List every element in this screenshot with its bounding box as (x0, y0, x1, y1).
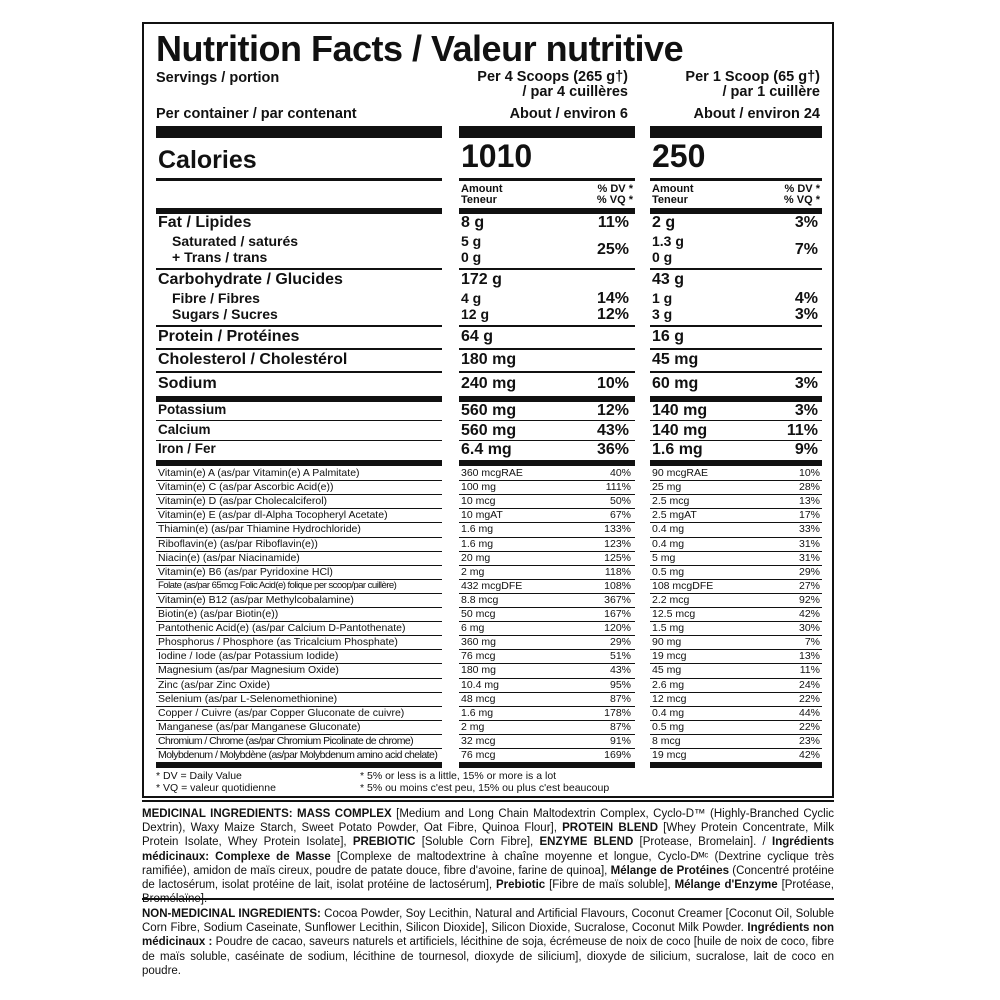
col1-amount: 2 mg (461, 566, 485, 578)
calories-label: Calories (158, 146, 257, 174)
col2-amount: 2.2 mcg (652, 594, 690, 606)
col2-amount: 0.5 mg (652, 566, 685, 578)
col1-amount: 32 mcg (461, 735, 496, 747)
vitamin-label: Vitamin(e) E (as/par dl-Alpha Tocopheryl Acetate) (158, 509, 388, 521)
servings-label: Servings / portion (156, 70, 280, 86)
col1-serving: Per 4 Scoops (265 g†) / par 4 cuillères (477, 69, 628, 100)
col2-amount: 0 g (652, 249, 673, 265)
col2-dv: 7% (794, 241, 818, 258)
panel-title: Nutrition Facts / Valeur nutritive (156, 28, 684, 69)
col1-amount: 240 mg (461, 375, 517, 392)
col2-dv: 10% (798, 467, 820, 479)
bar (459, 178, 635, 181)
col1-dv: 178% (604, 707, 631, 719)
nutrient-label: Cholesterol / Cholestérol (158, 351, 348, 368)
nutrient-label: Sugars / Sucres (172, 306, 278, 322)
col1-amount: 560 mg (461, 422, 517, 439)
col2-serving: Per 1 Scoop (65 g†) / par 1 cuillère (685, 69, 820, 100)
col2-dv: 13% (798, 495, 820, 507)
col1-dv: 12% (596, 306, 629, 323)
row-rule (156, 371, 442, 373)
col1-amount: 10 mgAT (461, 509, 503, 521)
vitamin-label: Molybdenum / Molybdène (as/par Molybdenum amino acid chelate) (158, 749, 438, 761)
col2-dv: 3% (794, 375, 818, 392)
thick-bar (156, 126, 442, 138)
row-rule (156, 348, 442, 350)
ingredient-heading: Mélange d'Enzyme (674, 879, 782, 892)
vitamin-label: Iodine / Iode (as/par Potassium Iodide) (158, 650, 339, 662)
row-rule (459, 325, 635, 327)
col1-container: About / environ 6 (509, 106, 628, 122)
col2-amount: 45 mg (652, 664, 682, 676)
row-rule (650, 420, 822, 421)
col1-amount: 5 g (461, 233, 482, 249)
nutrient-label: Iron / Fer (158, 441, 216, 456)
col2-amount: 108 mcgDFE (652, 580, 714, 592)
ingredient-heading: ENZYME BLEND (539, 836, 640, 849)
col2-container: About / environ 24 (693, 106, 820, 122)
row-rule (459, 762, 635, 768)
nutrient-label: + Trans / trans (172, 249, 268, 265)
col2-amount: 1.6 mg (652, 441, 703, 458)
section-rule (142, 898, 834, 900)
col1-amount: 48 mcg (461, 693, 496, 705)
col1-dv: 87% (609, 721, 631, 733)
nutrient-label: Sodium (158, 375, 217, 392)
thick-bar (650, 126, 822, 138)
col1-amount: 50 mcg (461, 608, 496, 620)
nutrition-facts-panel (142, 22, 834, 798)
ingredient-heading: NON-MEDICINAL INGREDIENTS: (142, 908, 325, 920)
col2-amount: 19 mcg (652, 650, 687, 662)
ingredient-heading: PROTEIN BLEND (562, 822, 664, 835)
vitamin-label: Chromium / Chrome (as/par Chromium Picolinate de chrome) (158, 735, 414, 747)
nutrient-label: Protein / Protéines (158, 328, 300, 345)
row-rule (459, 420, 635, 421)
col2-dv: 33% (798, 523, 820, 535)
col1-dv: 43% (609, 664, 631, 676)
col2-dv: 42% (798, 608, 820, 620)
ingredient-text: Cocoa Powder, Soy Lecithin, Natural and Artificial Flavours, Coconut Creamer [Coconut Oil, Soluble Corn Fibre, Sodium Caseinate, Sunflower Lecithin, Silicon Dioxide], Silicon Dioxide, Sucralose, Coconut Milk Powder. (142, 908, 834, 935)
medicinal-ingredients (142, 807, 834, 906)
col2-dv: 44% (798, 707, 820, 719)
row-rule (650, 762, 822, 768)
col2-amount: 1 g (652, 290, 673, 306)
ingredient-heading: Prebiotic (495, 879, 550, 892)
vitamin-label: Thiamin(e) (as/par Thiamine Hydrochloride) (158, 523, 361, 535)
col2-amount: 3 g (652, 306, 673, 322)
nutrient-label: Saturated / saturés (172, 233, 299, 249)
row-rule (459, 348, 635, 350)
col2-amount: 2.5 mgAT (652, 509, 697, 521)
col2-dv: 27% (798, 580, 820, 592)
ingredient-text: [Medium and Long Chain Maltodextrin Complex, Cyclo-D™ (Highly-Branched Cyclic Dextrin), Waxy Maize Starch, Sweet Potato Powder, Oat Fibre, Quinoa Flour], (142, 808, 834, 835)
row-rule (156, 420, 442, 421)
ingredient-heading: Mélange de Protéines (610, 864, 733, 877)
ingredient-heading: Ingrédients non médicinaux : (142, 922, 834, 949)
col1-dv: 50% (609, 495, 631, 507)
ingredient-text: [Protéase, (781, 879, 834, 892)
col1-dv: 118% (604, 566, 631, 578)
col1-dv: 29% (609, 636, 631, 648)
col1-amount: 76 mcg (461, 749, 496, 761)
col2-dv: 9% (794, 441, 818, 458)
vitamin-label: Magnesium (as/par Magnesium Oxide) (158, 664, 339, 676)
col2-amount: 43 g (652, 271, 685, 288)
col2-amount: 0.4 mg (652, 538, 685, 550)
ingredient-heading: MEDICINAL INGREDIENTS: MASS COMPLEX (142, 808, 397, 820)
ingredient-text: [Soluble Corn Fibre], (421, 836, 540, 849)
col1-amount: 2 mg (461, 721, 485, 733)
col1-dv: 108% (604, 580, 631, 592)
col2-dv: 31% (798, 552, 820, 564)
col1-dv: 36% (596, 441, 629, 458)
col2-dv: 92% (798, 594, 820, 606)
col1-amount-header: Amount Teneur (461, 183, 503, 206)
ingredient-text: Poudre de cacao, saveurs naturels et artificiels, lécithine de soja, écrémeuse de noix de coco [huile de noix de coco, fibre de maïs soluble, caséinate de sodium, lécithine de tournesol, dioxyde de silicium], dioxyde de silicium, sucralose, lait de coco en poudre. (142, 936, 834, 977)
col1-amount: 360 mcgRAE (461, 467, 523, 479)
col1-dv: 25% (596, 241, 629, 258)
col1-amount: 8 g (461, 214, 485, 231)
col1-amount: 432 mcgDFE (461, 580, 523, 592)
col1-amount: 1.6 mg (461, 707, 494, 719)
col2-dv: 42% (798, 749, 820, 761)
vitamin-label: Manganese (as/par Manganese Gluconate) (158, 721, 361, 733)
col1-dv: 95% (609, 679, 631, 691)
footnote-scale: * 5% or less is a little, 15% or more is a lot * 5% ou moins c'est peu, 15% ou plus c'est beaucoup (360, 770, 610, 794)
col2-amount: 2 g (652, 214, 676, 231)
col2-amount: 140 mg (652, 402, 708, 419)
col1-amount: 4 g (461, 290, 482, 306)
ingredient-text: [Protease, Bromelain]. / (639, 836, 772, 849)
ingredient-text: (Concentré protéine de lactosérum, isolat protéine de lait, isolat protéine de lactosérum], (142, 864, 834, 892)
col2-dv: 3% (794, 402, 818, 419)
col1-amount: 76 mcg (461, 650, 496, 662)
col1-dv: 51% (609, 650, 631, 662)
col2-dv: 17% (798, 509, 820, 521)
col2-dv-header: % DV * % VQ * (783, 183, 820, 206)
col1-amount: 10 mcg (461, 495, 496, 507)
col2-amount: 12.5 mcg (652, 608, 696, 620)
col1-dv: 133% (604, 523, 631, 535)
row-rule (650, 460, 822, 466)
col2-dv: 3% (794, 214, 818, 231)
col2-amount: 1.5 mg (652, 622, 685, 634)
thick-bar (459, 126, 635, 138)
col2-amount: 1.3 g (652, 233, 684, 249)
col1-dv: 91% (609, 735, 631, 747)
vitamin-label: Copper / Cuivre (as/par Copper Gluconate de cuivre) (158, 707, 405, 719)
col2-dv: 11% (799, 664, 820, 676)
col2-dv: 11% (786, 422, 818, 439)
col2-amount-header: Amount Teneur (652, 183, 694, 206)
bar (650, 178, 822, 181)
col1-amount: 64 g (461, 328, 494, 345)
col1-dv: 367% (604, 594, 631, 606)
col1-dv: 111% (605, 481, 631, 493)
vitamin-label: Selenium (as/par L-Selenomethionine) (158, 693, 338, 705)
col2-amount: 90 mg (652, 636, 682, 648)
col2-dv: 22% (798, 721, 820, 733)
ingredient-text: [Fibre de maïs soluble], (549, 879, 675, 892)
col2-dv: 23% (798, 735, 820, 747)
row-rule (459, 460, 635, 466)
ingredient-text: [Complexe de maltodextrine à chaîne moyenne et longue, Cyclo-Dᴹᶜ (Dextrine cyclique très ramifiée), amidon de maïs cireux, poudre de patate douce, fibre d'avoine, farine de quinoa], (142, 850, 834, 877)
col1-dv: 120% (604, 622, 631, 634)
col2-dv: 24% (798, 679, 820, 691)
col1-amount: 1.6 mg (461, 538, 494, 550)
col2-amount: 45 mg (652, 351, 699, 368)
ingredient-heading: PREBIOTIC (352, 836, 422, 849)
col2-dv: 30% (798, 622, 820, 634)
col1-dv: 169% (604, 749, 631, 761)
vitamin-label: Vitamin(e) D (as/par Cholecalciferol) (158, 495, 328, 507)
row-rule (650, 348, 822, 350)
col2-dv: 28% (798, 481, 820, 493)
row-rule (459, 268, 635, 270)
col1-dv: 167% (604, 608, 631, 620)
col1-dv: 43% (596, 422, 629, 439)
col1-amount: 180 mg (461, 664, 497, 676)
col2-amount: 12 mcg (652, 693, 687, 705)
vitamin-label: Pantothenic Acid(e) (as/par Calcium D-Pantothenate) (158, 622, 406, 634)
vitamin-label: Vitamin(e) B6 (as/par Pyridoxine HCl) (158, 566, 333, 578)
col1-amount: 0 g (461, 249, 482, 265)
nutrient-label: Fibre / Fibres (172, 290, 260, 306)
col1-amount: 12 g (461, 306, 490, 322)
nutrient-label: Calcium (158, 422, 211, 437)
vitamin-label: Riboflavin(e) (as/par Riboflavin(e)) (158, 538, 318, 550)
col1-dv: 40% (609, 467, 631, 479)
col1-calories: 1010 (461, 138, 533, 174)
col2-dv: 7% (804, 636, 820, 648)
col2-dv: 31% (798, 538, 820, 550)
row-rule (156, 762, 442, 768)
col2-amount: 2.6 mg (652, 679, 685, 691)
section-rule (142, 800, 834, 802)
row-rule (459, 371, 635, 373)
col1-amount: 100 mg (461, 481, 497, 493)
vitamin-label: Vitamin(e) C (as/par Ascorbic Acid(e)) (158, 481, 334, 493)
col1-dv: 123% (604, 538, 631, 550)
row-rule (156, 268, 442, 270)
col2-amount: 60 mg (652, 375, 699, 392)
col1-amount: 560 mg (461, 402, 517, 419)
row-rule (650, 325, 822, 327)
row-rule (650, 268, 822, 270)
per-container-label: Per container / par contenant (156, 106, 357, 122)
col1-amount: 10.4 mg (461, 679, 499, 691)
vitamin-label: Phosphorus / Phosphore (as Tricalcium Phosphate) (158, 636, 398, 648)
non-medicinal-ingredients (142, 907, 834, 978)
vitamin-label: Zinc (as/par Zinc Oxide) (158, 679, 271, 691)
col2-dv: 22% (798, 693, 820, 705)
col2-calories: 250 (652, 138, 706, 174)
vitamin-label: Vitamin(e) A (as/par Vitamin(e) A Palmitate) (158, 467, 360, 479)
row-rule (156, 325, 442, 327)
col2-amount: 140 mg (652, 422, 708, 439)
col1-amount: 180 mg (461, 351, 517, 368)
col2-amount: 25 mg (652, 481, 682, 493)
col1-dv: 87% (609, 693, 631, 705)
ingredient-text: [Whey Protein Concentrate, Milk Protein Isolate, Whey Protein Isolate], (142, 822, 834, 849)
col1-dv: 10% (596, 375, 629, 392)
col1-dv: 125% (604, 552, 631, 564)
bar (156, 178, 442, 181)
row-rule (650, 371, 822, 373)
footnote-dv: * DV = Daily Value * VQ = valeur quotidienne (156, 770, 276, 794)
col1-amount: 20 mg (461, 552, 491, 564)
col1-amount: 6.4 mg (461, 441, 512, 458)
col1-amount: 172 g (461, 271, 502, 288)
col1-amount: 360 mg (461, 636, 497, 648)
col1-dv-header: % DV * % VQ * (596, 183, 633, 206)
col1-dv: 11% (597, 214, 629, 231)
nutrient-label: Fat / Lipides (158, 214, 252, 231)
col1-dv: 14% (596, 290, 629, 307)
col1-amount: 1.6 mg (461, 523, 494, 535)
vitamin-label: Folate (as/par 65mcg Folic Acid(e) folique per scoop/par cuillère) (158, 580, 397, 591)
nutrient-label: Carbohydrate / Glucides (158, 271, 343, 288)
col2-amount: 0.4 mg (652, 707, 685, 719)
col2-amount: 2.5 mcg (652, 495, 690, 507)
col2-amount: 19 mcg (652, 749, 687, 761)
vitamin-label: Biotin(e) (as/par Biotin(e)) (158, 608, 279, 620)
col1-dv: 67% (609, 509, 631, 521)
col2-dv: 13% (798, 650, 820, 662)
col2-amount: 5 mg (652, 552, 676, 564)
col2-amount: 0.4 mg (652, 523, 685, 535)
nutrient-label: Potassium (158, 402, 227, 417)
col2-amount: 8 mcg (652, 735, 681, 747)
col1-dv: 12% (596, 402, 629, 419)
col2-dv: 29% (798, 566, 820, 578)
vitamin-label: Vitamin(e) B12 (as/par Methylcobalamine) (158, 594, 354, 606)
col1-amount: 6 mg (461, 622, 485, 634)
ingredient-heading: Ingrédients médicinaux: Complexe de Masse (142, 836, 834, 863)
col1-amount: 8.8 mcg (461, 594, 499, 606)
col2-amount: 90 mcgRAE (652, 467, 709, 479)
col2-dv: 4% (794, 290, 818, 307)
col2-amount: 16 g (652, 328, 685, 345)
vitamin-label: Niacin(e) (as/par Niacinamide) (158, 552, 300, 564)
col2-dv: 3% (794, 306, 818, 323)
col2-amount: 0.5 mg (652, 721, 685, 733)
row-rule (156, 460, 442, 466)
